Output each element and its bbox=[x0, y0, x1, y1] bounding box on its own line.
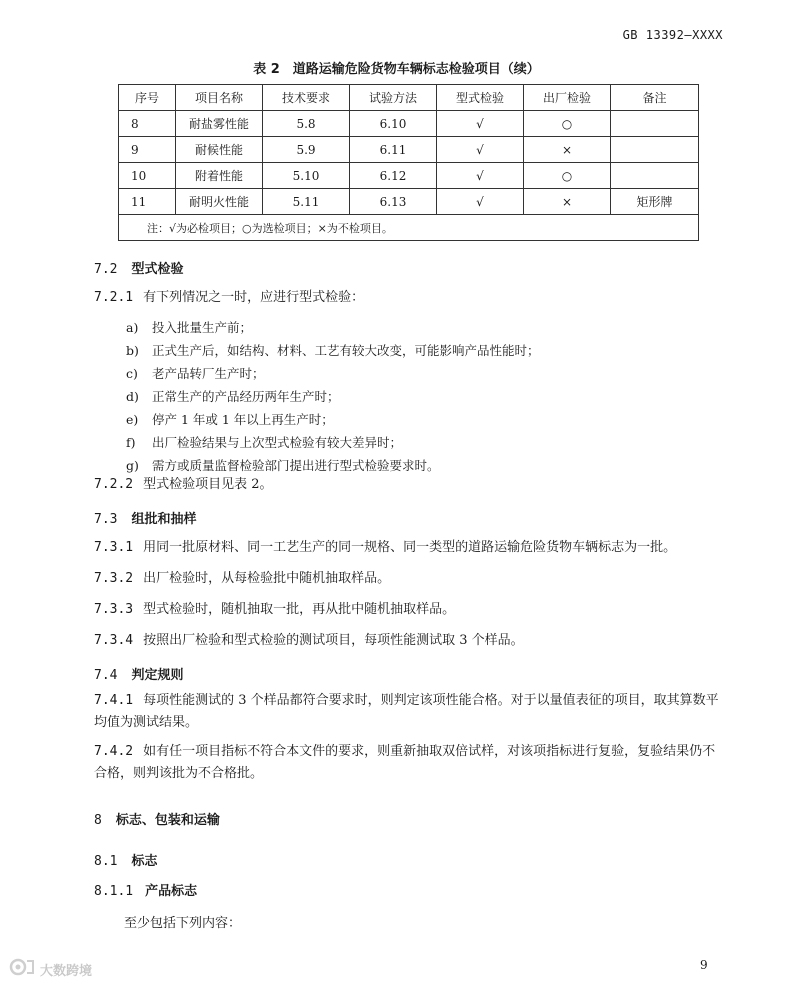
table-cell: × bbox=[524, 137, 611, 163]
chapter-8-heading bbox=[94, 809, 220, 828]
clause-text: 型式检验时，随机抽取一批，再从批中随机抽取样品。 bbox=[143, 602, 456, 617]
clause-number: 7.2.1 bbox=[94, 290, 134, 305]
clause-number: 7.3.1 bbox=[94, 540, 134, 555]
table-cell: 附着性能 bbox=[176, 163, 263, 189]
list-item bbox=[126, 410, 334, 428]
table-cell: 5.9 bbox=[263, 137, 350, 163]
clause-number: 7.4.1 bbox=[94, 693, 134, 708]
table-header-row bbox=[119, 85, 699, 111]
table-cell: 5.10 bbox=[263, 163, 350, 189]
clause-number: 7.3.3 bbox=[94, 602, 134, 617]
list-marker: e) bbox=[126, 412, 139, 427]
table-cell: 耐候性能 bbox=[176, 137, 263, 163]
section-title: 组批和抽样 bbox=[131, 512, 197, 527]
clause-7-4-1 bbox=[94, 690, 719, 734]
list-item bbox=[126, 387, 340, 405]
section-number: 7.2 bbox=[94, 262, 118, 277]
table-note-row bbox=[119, 215, 699, 241]
clause-number: 7.2.2 bbox=[94, 477, 134, 492]
clause-number: 7.3.4 bbox=[94, 633, 134, 648]
table-cell: 9 bbox=[119, 137, 176, 163]
column-header: 项目名称 bbox=[176, 85, 263, 111]
section-title: 标志 bbox=[131, 854, 158, 869]
table-cell bbox=[611, 163, 699, 189]
page-number: 9 bbox=[700, 958, 708, 972]
table-cell: ○ bbox=[524, 111, 611, 137]
section-7-2-heading bbox=[94, 258, 184, 277]
table-cell: 5.11 bbox=[263, 189, 350, 215]
section-title: 判定规则 bbox=[131, 668, 184, 683]
clause-text: 型式检验项目见表 2。 bbox=[143, 477, 273, 492]
watermark-text: 大数跨境 bbox=[40, 963, 93, 979]
list-marker: a) bbox=[126, 320, 139, 335]
table-cell: √ bbox=[437, 137, 524, 163]
table-row bbox=[119, 137, 699, 163]
list-item-text: 老产品转厂生产时； bbox=[152, 366, 265, 381]
watermark bbox=[8, 957, 92, 981]
table-note: 注：√为必检项目；○为选检项目；×为不检项目。 bbox=[119, 215, 699, 241]
list-item-text: 出厂检验结果与上次型式检验有较大差异时； bbox=[152, 435, 403, 450]
table-row bbox=[119, 189, 699, 215]
column-header: 备注 bbox=[611, 85, 699, 111]
section-number: 8.1 bbox=[94, 854, 118, 869]
clause-number: 7.3.2 bbox=[94, 571, 134, 586]
table-row bbox=[119, 111, 699, 137]
table-cell: ○ bbox=[524, 163, 611, 189]
clause-7-3-3 bbox=[94, 599, 719, 621]
chapter-title: 标志、包装和运输 bbox=[115, 813, 220, 828]
clause-7-2-1 bbox=[94, 287, 719, 309]
table-cell: √ bbox=[437, 111, 524, 137]
table-cell: × bbox=[524, 189, 611, 215]
inspection-items-table bbox=[118, 84, 699, 241]
list-item bbox=[126, 433, 402, 451]
camera-watermark-icon bbox=[8, 957, 36, 981]
table-cell: 5.8 bbox=[263, 111, 350, 137]
list-marker: b) bbox=[126, 343, 139, 358]
clause-7-3-1 bbox=[94, 537, 719, 559]
section-7-4-heading bbox=[94, 664, 184, 683]
list-item-text: 投入批量生产前； bbox=[152, 320, 253, 335]
column-header: 序号 bbox=[119, 85, 176, 111]
list-item-text: 需方或质量监督检验部门提出进行型式检验要求时。 bbox=[152, 458, 440, 473]
clause-text: 如有任一项目指标不符合本文件的要求，则重新抽取双倍试样，对该项指标进行复验，复验结果仍不合格，则判该批为不合格批。 bbox=[94, 744, 716, 781]
clause-7-2-2 bbox=[94, 474, 719, 496]
list-item bbox=[126, 456, 440, 474]
list-marker: d) bbox=[126, 389, 139, 404]
table-cell: 耐盐雾性能 bbox=[176, 111, 263, 137]
column-header: 型式检验 bbox=[437, 85, 524, 111]
table-cell: √ bbox=[437, 189, 524, 215]
column-header: 技术要求 bbox=[263, 85, 350, 111]
section-number: 7.4 bbox=[94, 668, 118, 683]
table-cell: 矩形牌 bbox=[611, 189, 699, 215]
chapter-number: 8 bbox=[94, 813, 102, 828]
table-cell: 耐明火性能 bbox=[176, 189, 263, 215]
clause-text: 按照出厂检验和型式检验的测试项目，每项性能测试取 3 个样品。 bbox=[143, 633, 524, 648]
column-header: 出厂检验 bbox=[524, 85, 611, 111]
clause-title: 产品标志 bbox=[145, 884, 198, 899]
section-8-1-heading bbox=[94, 850, 158, 869]
table-cell: 6.10 bbox=[350, 111, 437, 137]
clause-8-1-1-intro: 至少包括下列内容： bbox=[124, 916, 242, 931]
section-title: 型式检验 bbox=[131, 262, 184, 277]
table-cell: 6.11 bbox=[350, 137, 437, 163]
clause-number: 7.4.2 bbox=[94, 744, 134, 759]
table-cell: √ bbox=[437, 163, 524, 189]
clause-number: 8.1.1 bbox=[94, 884, 134, 899]
table-cell bbox=[611, 111, 699, 137]
column-header: 试验方法 bbox=[350, 85, 437, 111]
list-marker: g) bbox=[126, 458, 139, 473]
table-row bbox=[119, 163, 699, 189]
list-item bbox=[126, 318, 252, 336]
list-item bbox=[126, 341, 540, 359]
section-7-3-heading bbox=[94, 508, 197, 527]
section-number: 7.3 bbox=[94, 512, 118, 527]
table-cell: 8 bbox=[119, 111, 176, 137]
clause-text: 出厂检验时，从每检验批中随机抽取样品。 bbox=[143, 571, 391, 586]
clause-text: 每项性能测试的 3 个样品都符合要求时，则判定该项性能合格。对于以量值表征的项目，取其算数平均值为测试结果。 bbox=[94, 693, 719, 730]
list-item-text: 正常生产的产品经历两年生产时； bbox=[152, 389, 340, 404]
clause-7-3-2 bbox=[94, 568, 719, 590]
table-cell: 6.13 bbox=[350, 189, 437, 215]
clause-7-4-2 bbox=[94, 741, 719, 785]
list-marker: f) bbox=[126, 435, 136, 450]
clause-text: 用同一批原材料、同一工艺生产的同一规格、同一类型的道路运输危险货物车辆标志为一批。 bbox=[143, 540, 677, 555]
list-item bbox=[126, 364, 265, 382]
standard-number: GB 13392—XXXX bbox=[622, 28, 723, 42]
list-marker: c) bbox=[126, 366, 138, 381]
table-cell bbox=[611, 137, 699, 163]
clause-text: 有下列情况之一时，应进行型式检验： bbox=[143, 290, 365, 305]
table-cell: 11 bbox=[119, 189, 176, 215]
clause-7-3-4 bbox=[94, 630, 719, 652]
clause-8-1-1-heading bbox=[94, 880, 197, 899]
list-item-text: 停产 1 年或 1 年以上再生产时； bbox=[152, 412, 334, 427]
table-cell: 10 bbox=[119, 163, 176, 189]
table-caption: 表 2 道路运输危险货物车辆标志检验项目（续） bbox=[253, 62, 540, 77]
list-item-text: 正式生产后，如结构、材料、工艺有较大改变，可能影响产品性能时； bbox=[152, 343, 540, 358]
table-cell: 6.12 bbox=[350, 163, 437, 189]
